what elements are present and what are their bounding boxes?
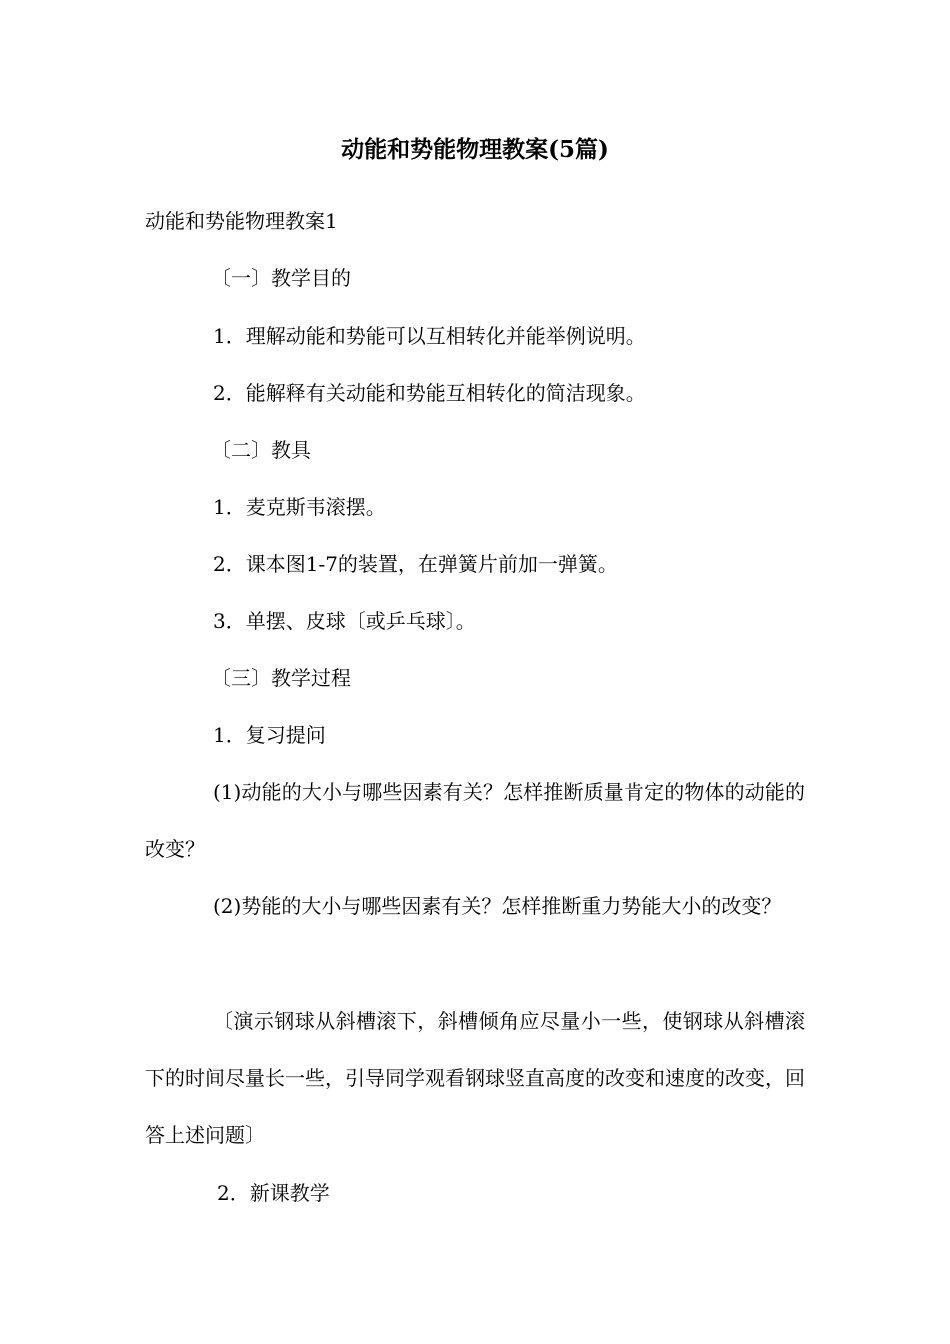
review-question-2: (2)势能的大小与哪些因素有关？怎样推断重力势能大小的改变？ bbox=[213, 894, 782, 918]
tool-item-1: 1．麦克斯韦滚摆。 bbox=[213, 495, 386, 519]
goal-item-1: 1．理解动能和势能可以互相转化并能举例说明。 bbox=[213, 324, 646, 348]
review-question-1: (1)动能的大小与哪些因素有关？怎样推断质量肯定的物体的动能的改变？ bbox=[145, 780, 805, 861]
demo-note: 〔演示钢球从斜槽滚下，斜槽倾角应尽量小一些，使钢球从斜槽滚下的时间尽量长一些，引导同学观看钢球竖直高度的改变和速度的改变，回答上述问题〕 bbox=[145, 1009, 805, 1147]
section-heading: 动能和势能物理教案1 bbox=[145, 209, 338, 233]
heading-teaching-tools: 〔二〕教具 bbox=[211, 438, 311, 462]
heading-teaching-goals: 〔一〕教学目的 bbox=[211, 266, 351, 290]
step-item-1: 1．复习提问 bbox=[213, 723, 326, 747]
document-title: 动能和势能物理教案(5篇) bbox=[341, 136, 609, 163]
tool-item-3: 3．单摆、皮球〔或乒乓球〕。 bbox=[213, 609, 476, 633]
goal-item-2: 2．能解释有关动能和势能互相转化的简洁现象。 bbox=[213, 381, 646, 405]
tool-item-2: 2．课本图1-7的装置，在弹簧片前加一弹簧。 bbox=[213, 552, 618, 576]
heading-teaching-process: 〔三〕教学过程 bbox=[211, 666, 351, 690]
step-item-2: 2．新课教学 bbox=[217, 1181, 330, 1205]
